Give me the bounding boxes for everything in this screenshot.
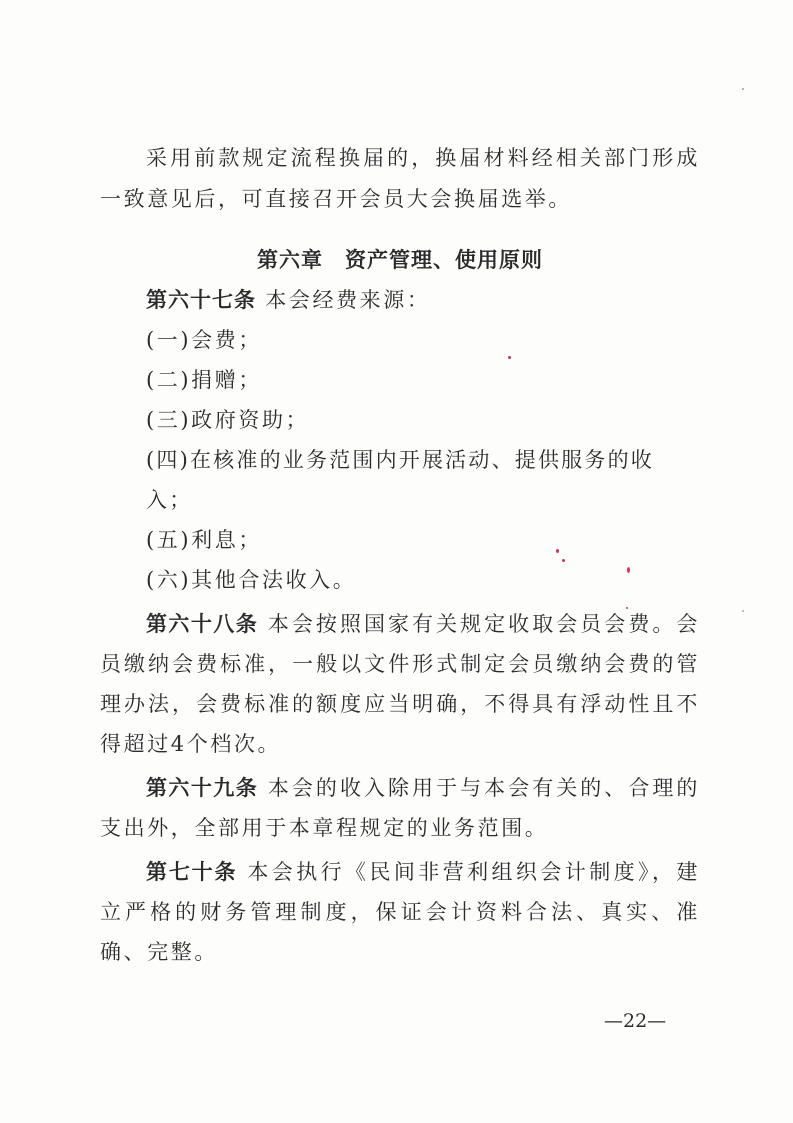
list-item: (五)利息； [146, 528, 262, 552]
chapter-title: 资产管理、使用原则 [345, 248, 543, 272]
chapter-heading [100, 240, 700, 280]
article-70-body: 本会执行《民间非营利组织会计制度》，建立严格的财务管理制度，保证会计资料合法、真实、准确、完整。 [100, 860, 700, 964]
intro-paragraph: 采用前款规定流程换届的，换届材料经相关部门形成一致意见后，可直接召开会员大会换届选举。 [100, 146, 700, 211]
list-item: (三)政府资助； [146, 408, 310, 432]
ink-speck [627, 567, 630, 573]
list-item: (一)会费； [146, 328, 262, 352]
list-item: (二)捐赠； [146, 368, 262, 392]
ink-speck [508, 356, 511, 359]
list-item: (四)在核准的业务范围内开展活动、提供服务的收入； [146, 448, 654, 512]
article-67 [100, 280, 700, 320]
article-69 [100, 768, 700, 848]
article-68-head: 第六十八条 [146, 611, 259, 636]
funding-source-list [100, 320, 700, 600]
chapter-number: 第六章 [257, 248, 323, 272]
article-69-head: 第六十九条 [146, 775, 259, 800]
article-70-head: 第七十条 [146, 859, 238, 884]
page-number: —22— [604, 1010, 667, 1032]
ink-speck [556, 549, 559, 553]
ink-speck [742, 88, 744, 90]
ink-speck [626, 607, 628, 609]
article-68-body: 本会按照国家有关规定收取会员会费。会员缴纳会费标准，一般以文件形式制定会员缴纳会费的管理办法，会费标准的额度应当明确，不得具有浮动性且不得超过4个档次。 [100, 612, 700, 756]
article-67-head: 第六十七条 [146, 287, 256, 312]
article-67-body: 本会经费来源： [265, 288, 431, 312]
page-content [100, 138, 700, 972]
article-70 [100, 852, 700, 972]
list-item: (六)其他合法收入。 [146, 568, 357, 592]
article-68 [100, 604, 700, 764]
article-69-body: 本会的收入除用于与本会有关的、合理的支出外，全部用于本章程规定的业务范围。 [100, 776, 700, 840]
ink-speck [742, 610, 744, 612]
ink-speck [562, 559, 565, 562]
